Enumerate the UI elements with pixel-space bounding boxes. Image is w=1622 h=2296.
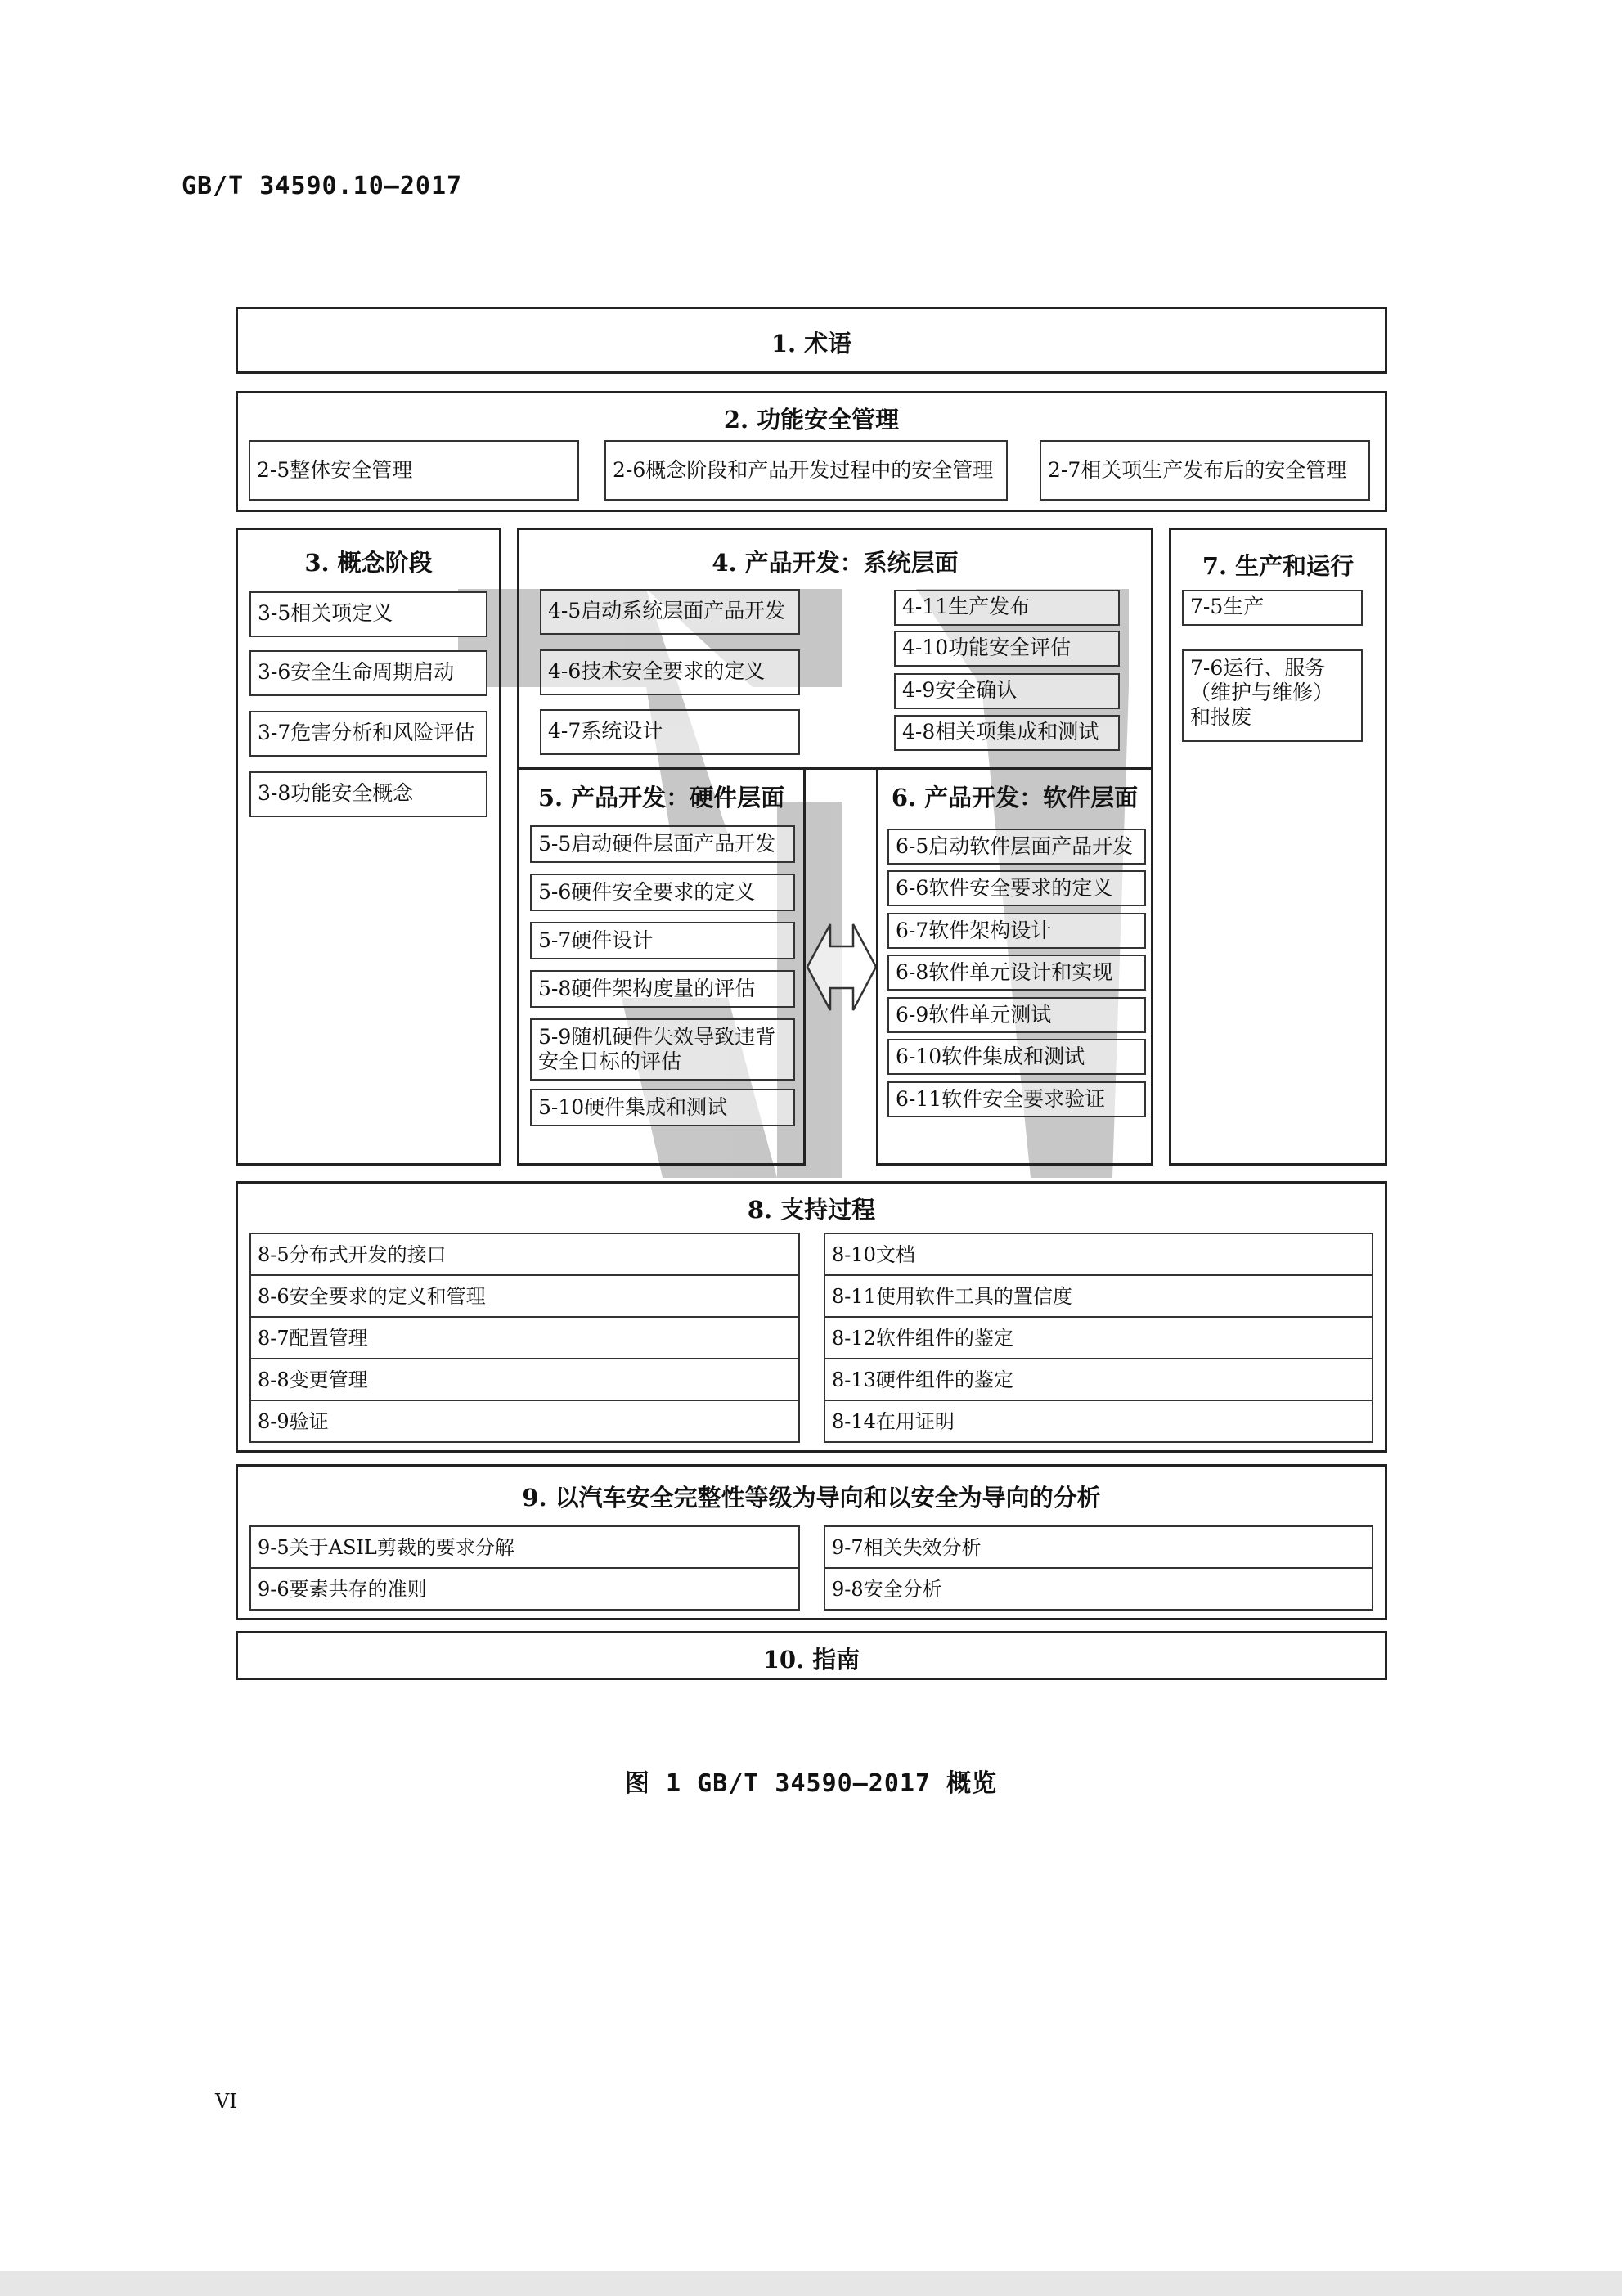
item-box: 5-6硬件安全要求的定义 xyxy=(530,874,795,911)
item-box: 4-8相关项集成和测试 xyxy=(894,715,1120,751)
item-box: 8-11使用软件工具的置信度 xyxy=(824,1274,1373,1318)
item-box: 4-7系统设计 xyxy=(540,709,800,755)
section-concept-phase xyxy=(236,528,501,1166)
item-box: 8-14在用证明 xyxy=(824,1400,1373,1443)
item-box: 8-12软件组件的鉴定 xyxy=(824,1316,1373,1359)
item-box: 6-9软件单元测试 xyxy=(887,997,1146,1033)
section-title: 1. 术语 xyxy=(771,330,852,357)
item-box: 8-10文档 xyxy=(824,1233,1373,1276)
section-title: 6. 产品开发：软件层面 xyxy=(891,784,1139,811)
item-box: 9-8安全分析 xyxy=(824,1567,1373,1611)
item-box: 7-5生产 xyxy=(1182,590,1363,626)
item-box: 6-7软件架构设计 xyxy=(887,913,1146,949)
item-box: 2-7相关项生产发布后的安全管理 xyxy=(1040,440,1370,501)
item-box: 9-5关于ASIL剪裁的要求分解 xyxy=(249,1525,800,1569)
item-box: 4-11生产发布 xyxy=(894,590,1120,626)
section-title: 2. 功能安全管理 xyxy=(723,406,900,434)
section-title: 9. 以汽车安全完整性等级为导向和以安全为导向的分析 xyxy=(522,1484,1101,1512)
item-box: 6-8软件单元设计和实现 xyxy=(887,955,1146,991)
section-title: 3. 概念阶段 xyxy=(304,549,433,577)
section-supporting-processes xyxy=(236,1181,1387,1453)
section-terms xyxy=(236,307,1387,374)
item-box: 8-7配置管理 xyxy=(249,1316,800,1359)
page-number: VI xyxy=(215,2090,237,2113)
item-box: 4-5启动系统层面产品开发 xyxy=(540,589,800,635)
section-system-level xyxy=(517,528,1153,770)
item-box: 6-10软件集成和测试 xyxy=(887,1039,1146,1075)
item-box: 3-5相关项定义 xyxy=(249,591,487,637)
section-title: 8. 支持过程 xyxy=(747,1196,876,1224)
item-box: 6-5启动软件层面产品开发 xyxy=(887,829,1146,865)
item-box: 5-10硬件集成和测试 xyxy=(530,1089,795,1126)
item-box: 8-5分布式开发的接口 xyxy=(249,1233,800,1276)
item-box: 3-6安全生命周期启动 xyxy=(249,650,487,696)
bidirectional-arrow-icon xyxy=(806,920,878,1014)
section-title: 5. 产品开发：硬件层面 xyxy=(537,784,785,811)
item-box: 5-9随机硬件失效导致违背 安全目标的评估 xyxy=(530,1018,795,1081)
section-safety-management xyxy=(236,391,1387,512)
section-hardware-level xyxy=(517,767,806,1166)
section-title: 10. 指南 xyxy=(762,1646,860,1674)
item-box: 4-6技术安全要求的定义 xyxy=(540,649,800,695)
item-box: 9-7相关失效分析 xyxy=(824,1525,1373,1569)
item-box: 8-8变更管理 xyxy=(249,1358,800,1401)
document-header: GB/T 34590.10—2017 xyxy=(182,172,463,200)
section-software-level xyxy=(876,767,1153,1166)
section-title: 4. 产品开发：系统层面 xyxy=(712,549,959,577)
item-box: 2-6概念阶段和产品开发过程中的安全管理 xyxy=(604,440,1008,501)
section-production-operation xyxy=(1169,528,1387,1166)
item-box: 3-8功能安全概念 xyxy=(249,771,487,817)
footer-bar xyxy=(0,2271,1622,2296)
section-title: 7. 生产和运行 xyxy=(1202,552,1355,580)
item-box: 7-6运行、服务 （维护与维修） 和报废 xyxy=(1182,649,1363,742)
item-box: 6-11软件安全要求验证 xyxy=(887,1081,1146,1117)
item-box: 8-9验证 xyxy=(249,1400,800,1443)
figure-caption: 图 1 GB/T 34590—2017 概览 xyxy=(624,1769,998,1798)
section-asil-analysis xyxy=(236,1464,1387,1620)
item-box: 2-5整体安全管理 xyxy=(249,440,579,501)
item-box: 4-9安全确认 xyxy=(894,673,1120,709)
item-box: 5-8硬件架构度量的评估 xyxy=(530,970,795,1008)
item-box: 3-7危害分析和风险评估 xyxy=(249,711,487,757)
item-box: 5-5启动硬件层面产品开发 xyxy=(530,825,795,863)
item-box: 4-10功能安全评估 xyxy=(894,631,1120,667)
item-box: 5-7硬件设计 xyxy=(530,922,795,959)
item-box: 9-6要素共存的准则 xyxy=(249,1567,800,1611)
item-box: 8-6安全要求的定义和管理 xyxy=(249,1274,800,1318)
item-box: 6-6软件安全要求的定义 xyxy=(887,870,1146,906)
item-box: 8-13硬件组件的鉴定 xyxy=(824,1358,1373,1401)
section-guideline xyxy=(236,1631,1387,1680)
